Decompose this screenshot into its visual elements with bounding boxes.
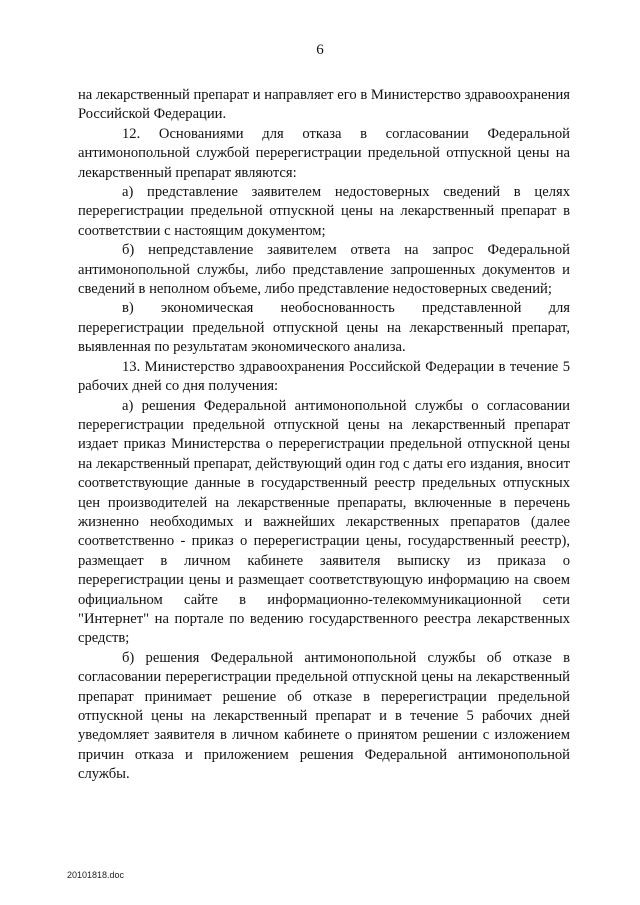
paragraph-clause-12-b: б) непредставление заявителем ответа на запрос Федеральной антимонопольной службы, либо представление запрошенных документов и сведений в неполном объеме, либо представление недостоверных сведений; xyxy=(78,242,570,298)
paragraph-clause-12-v: в) экономическая необоснованность представленной для перерегистрации предельной отпускной цены на лекарственный препарат, выявленная по результатам экономического анализа. xyxy=(78,300,570,356)
paragraph-continuation: на лекарственный препарат и направляет его в Министерство здравоохранения Российской Федерации. xyxy=(78,87,570,123)
document-footer-filename: 20101818.doc xyxy=(67,870,125,880)
paragraph-clause-13-b: б) решения Федеральной антимонопольной службы об отказе в согласовании перерегистрации предельной отпускной цены на лекарственный препарат принимает решение об отказе в перерегистрации предельной отпускной цены на лекарственный препарат и в течение 5 рабочих дней уведомляет заявителя в личном кабинете о принятом решении с изложением причин отказа и приложением решения Федеральной антимонопольной службы. xyxy=(78,649,570,783)
paragraph-clause-12-a: а) представление заявителем недостоверных сведений в целях перерегистрации предельной отпускной цены на лекарственный препарат в соответствии с настоящим документом; xyxy=(78,184,570,239)
document-body xyxy=(78,86,570,785)
paragraph-clause-12: 12. Основаниями для отказа в согласовании Федеральной антимонопольной службой перерегистрации предельной отпускной цены на лекарственный препарат являются: xyxy=(78,125,570,181)
page-number: 6 xyxy=(316,42,324,58)
paragraph-clause-13-a: а) решения Федеральной антимонопольной службы о согласовании перерегистрации предельной отпускной цены на лекарственный препарат издает приказ Министерства о перерегистрации предельной отпускной цены на лекарственный препарат, действующий один год с даты его издания, вносит соответствующие данные в государственный реестр предельных отпускных цен производителей на лекарственные препараты, включенные в перечень жизненно необходимых и важнейших лекарственных препаратов (далее соответственно - приказ о перерегистрации цены, государственный реестр), размещает в личном кабинете заявителя выписку из приказа о перерегистрации цены и размещает соответствующую информацию на своем официальном сайте в информационно-телекоммуникационной сети "Интернет" на портале по ведению государственного реестра лекарственных средств; xyxy=(78,397,570,647)
paragraph-clause-13: 13. Министерство здравоохранения Российской Федерации в течение 5 рабочих дней со дня получения: xyxy=(78,358,570,395)
